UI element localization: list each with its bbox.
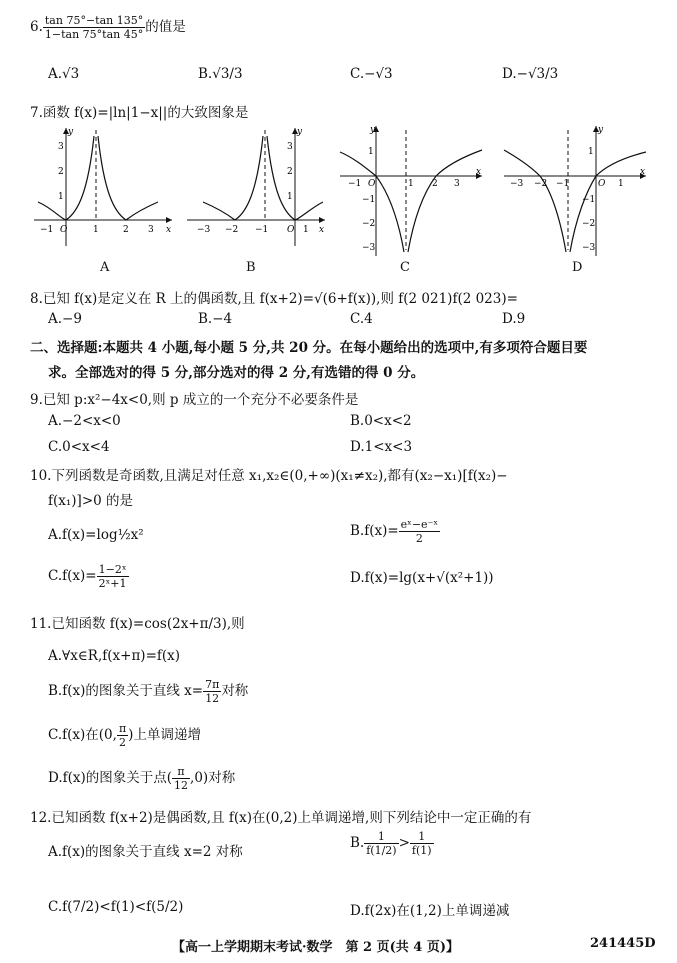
q11-option-a: A.∀x∈R,f(x+π)=f(x) [48, 648, 181, 664]
q9-option-d: D.1<x<3 [350, 439, 413, 455]
q8-option-c: C.4 [350, 311, 373, 327]
svg-text:−1: −1 [556, 179, 570, 189]
svg-text:O: O [60, 225, 68, 235]
section2-line2: 求。全部选对的得 5 分,部分选对的得 2 分,有选错的得 0 分。 [48, 365, 425, 381]
q10-option-b-den: 2 [415, 532, 423, 545]
q6-suffix: 的值是 [145, 19, 186, 35]
q12-option-b-right-den: f(1) [411, 844, 432, 857]
svg-text:−1: −1 [362, 195, 376, 205]
graph-d [500, 122, 650, 258]
q6-option-c: C.−√3 [350, 66, 393, 82]
q10-option-b [350, 518, 440, 545]
q10-option-b-num: eˣ−e⁻ˣ [400, 518, 439, 531]
svg-text:1: 1 [58, 192, 64, 202]
q9-option-b: B.0<x<2 [350, 413, 412, 429]
svg-text:3: 3 [454, 179, 460, 189]
q10-option-c-prefix: C.f(x)= [48, 568, 97, 584]
svg-text:−3: −3 [582, 243, 596, 253]
q6-option-b: B.√3/3 [198, 66, 243, 82]
q6-number: 6. [30, 19, 43, 35]
q6-frac-num: tan 75°−tan 135° [44, 14, 144, 27]
q6-option-d: D.−√3/3 [502, 66, 559, 82]
q11-option-b-prefix: B.f(x)的图象关于直线 x= [48, 683, 204, 699]
svg-text:1: 1 [588, 147, 594, 157]
q11-option-d [48, 765, 235, 792]
q11-option-c-prefix: C.f(x)在(0, [48, 727, 117, 743]
svg-text:x: x [166, 225, 172, 235]
svg-text:1: 1 [408, 179, 414, 189]
q11-option-d-den: 12 [174, 779, 189, 792]
q10-option-c-num: 1−2ˣ [98, 563, 127, 576]
svg-text:O: O [598, 179, 606, 189]
q11-option-c-frac [117, 722, 128, 749]
q11-option-c-suffix: )上单调递增 [128, 727, 201, 743]
svg-text:−1: −1 [40, 225, 54, 235]
graph-a-label: A [100, 260, 110, 275]
q11-option-b [48, 678, 248, 705]
q11-option-d-num: π [172, 765, 190, 779]
q12-option-c: C.f(7/2)<f(1)<f(5/2) [48, 899, 184, 915]
graph-c-label: C [400, 260, 410, 275]
svg-text:y: y [68, 127, 74, 137]
q11-option-c-den: 2 [119, 736, 127, 749]
svg-text:y: y [370, 125, 376, 135]
graph-b-label: B [246, 260, 256, 275]
svg-text:1: 1 [303, 225, 309, 235]
graph-a [30, 122, 178, 250]
q6-frac-den: 1−tan 75°tan 45° [44, 28, 144, 41]
svg-text:−2: −2 [582, 219, 596, 229]
q10-line2: f(x₁)]>0 的是 [48, 493, 134, 509]
q12-stem: 12.已知函数 f(x+2)是偶函数,且 f(x)在(0,2)上单调递增,则下列结论中一定正确的有 [30, 810, 532, 826]
q10-option-b-frac [399, 518, 440, 545]
q12-option-b [350, 830, 434, 857]
svg-text:x: x [476, 167, 482, 177]
svg-text:x: x [640, 167, 646, 177]
q10-option-c-den: 2ˣ+1 [98, 577, 127, 590]
svg-text:3: 3 [148, 225, 154, 235]
q10-option-c-frac [97, 563, 129, 590]
q11-option-b-num: 7π [205, 678, 220, 691]
q11-option-d-prefix: D.f(x)的图象关于点( [48, 770, 173, 786]
svg-text:x: x [319, 225, 325, 235]
q12-option-a: A.f(x)的图象关于直线 x=2 对称 [48, 844, 243, 860]
svg-text:1: 1 [287, 192, 293, 202]
svg-text:−3: −3 [362, 243, 376, 253]
graph-b [183, 122, 331, 250]
q6-fraction [43, 14, 145, 41]
q11-option-c [48, 722, 201, 749]
q9-option-c: C.0<x<4 [48, 439, 110, 455]
svg-text:−1: −1 [348, 179, 362, 189]
q8-option-a: A.−9 [48, 311, 82, 327]
svg-text:O: O [287, 225, 295, 235]
q12-option-b-left [364, 830, 398, 857]
svg-text:2: 2 [432, 179, 438, 189]
q11-option-b-den: 12 [205, 692, 220, 705]
q12-option-d: D.f(2x)在(1,2)上单调递减 [350, 903, 510, 919]
svg-text:2: 2 [287, 167, 293, 177]
q6-option-a: A.√3 [48, 66, 80, 82]
svg-text:3: 3 [58, 142, 64, 152]
q10-option-c [48, 563, 129, 590]
svg-text:−3: −3 [197, 225, 211, 235]
q12-option-b-left-den: f(1/2) [366, 844, 397, 857]
q11-option-b-frac [203, 678, 221, 705]
q8-option-b: B.−4 [198, 311, 233, 327]
svg-text:2: 2 [123, 225, 129, 235]
q10-line1: 10.下列函数是奇函数,且满足对任意 x₁,x₂∈(0,+∞)(x₁≠x₂),都有(x₂−x₁)[f(x₂)− [30, 468, 508, 484]
svg-text:−1: −1 [255, 225, 269, 235]
section2-line1: 二、选择题:本题共 4 小题,每小题 5 分,共 20 分。在每小题给出的选项中,有多项符合题目要 [30, 340, 588, 356]
svg-text:−1: −1 [582, 195, 596, 205]
svg-text:1: 1 [618, 179, 624, 189]
q10-option-a: A.f(x)=log½x² [48, 527, 144, 543]
svg-text:2: 2 [58, 167, 64, 177]
q12-option-b-prefix: B. [350, 835, 365, 851]
q11-option-c-num: π [118, 722, 127, 735]
footer-code: 241445D [590, 936, 656, 951]
q11-option-b-suffix: 对称 [221, 683, 249, 699]
graph-c [336, 122, 486, 258]
q10-option-d: D.f(x)=lg(x+√(x²+1)) [350, 570, 494, 586]
q9-option-a: A.−2<x<0 [48, 413, 121, 429]
svg-text:y: y [297, 127, 303, 137]
svg-text:−2: −2 [225, 225, 239, 235]
q12-option-b-rel: > [398, 835, 410, 851]
q11-stem: 11.已知函数 f(x)=cos(2x+π/3),则 [30, 616, 245, 632]
q9-stem: 9.已知 p:x²−4x<0,则 p 成立的一个充分不必要条件是 [30, 392, 359, 408]
q11-option-d-frac [172, 765, 190, 792]
q10-option-b-prefix: B.f(x)= [350, 523, 399, 539]
q12-option-b-right-num: 1 [410, 830, 434, 844]
q6-stem [30, 14, 186, 41]
svg-text:−2: −2 [534, 179, 548, 189]
svg-text:−2: −2 [362, 219, 376, 229]
q7-stem: 7.函数 f(x)=|ln|1−x||的大致图象是 [30, 105, 249, 121]
footer-center: 【高一上学期期末考试·数学 第 2 页(共 4 页)】 [172, 940, 460, 955]
svg-text:y: y [598, 125, 604, 135]
q8-option-d: D.9 [502, 311, 526, 327]
svg-text:−3: −3 [510, 179, 524, 189]
svg-text:1: 1 [93, 225, 99, 235]
q11-option-d-suffix: ,0)对称 [190, 770, 236, 786]
graph-d-label: D [572, 260, 583, 275]
svg-text:O: O [368, 179, 376, 189]
svg-text:3: 3 [287, 142, 293, 152]
q12-option-b-left-num: 1 [364, 830, 398, 844]
svg-text:1: 1 [368, 147, 374, 157]
q12-option-b-right [410, 830, 434, 857]
q8-stem: 8.已知 f(x)是定义在 R 上的偶函数,且 f(x+2)=√(6+f(x)),则 f(2 021)f(2 023)= [30, 291, 518, 307]
